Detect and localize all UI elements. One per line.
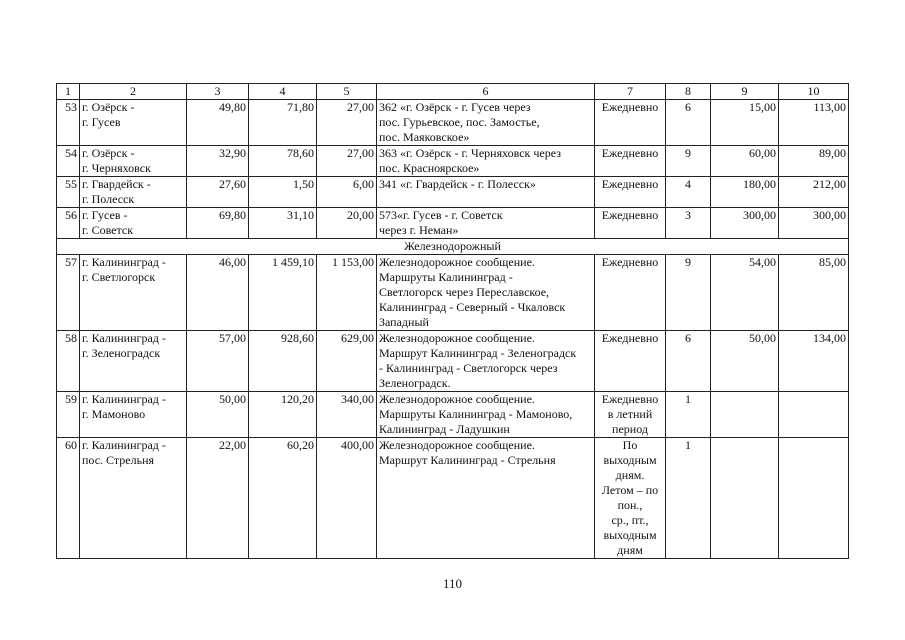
table-row <box>57 392 849 438</box>
value-col-8: 9 <box>666 146 711 177</box>
route-description: Железнодорожное сообщение. Маршруты Калининград - Мамоново, Калининград - Ладушкин <box>377 392 595 438</box>
route-name: г. Калининград - г. Мамоново <box>80 392 187 438</box>
value-col-4: 928,60 <box>249 331 317 392</box>
value-col-3: 69,80 <box>187 208 249 239</box>
table-row <box>57 100 849 146</box>
table-row <box>57 438 849 559</box>
value-col-10: 134,00 <box>779 331 849 392</box>
column-number: 3 <box>187 84 249 100</box>
value-col-5: 6,00 <box>317 177 377 208</box>
table-row <box>57 146 849 177</box>
frequency: Ежедневно <box>595 146 666 177</box>
frequency: По выходным дням. Летом – по пон., ср., пт., выходным дням <box>595 438 666 559</box>
table-body <box>57 84 849 559</box>
row-number: 60 <box>57 438 80 559</box>
row-number: 58 <box>57 331 80 392</box>
value-col-4: 78,60 <box>249 146 317 177</box>
route-name: г. Озёрск - г. Гусев <box>80 100 187 146</box>
route-description: 363 «г. Озёрск - г. Черняховск через пос. Красноярское» <box>377 146 595 177</box>
route-description: 573«г. Гусев - г. Советск через г. Неман» <box>377 208 595 239</box>
section-label: Железнодорожный <box>57 239 849 255</box>
column-number: 1 <box>57 84 80 100</box>
value-col-10 <box>779 438 849 559</box>
column-number: 5 <box>317 84 377 100</box>
route-description: 362 «г. Озёрск - г. Гусев через пос. Гурьевское, пос. Замостье, пос. Маяковское» <box>377 100 595 146</box>
frequency: Ежедневно <box>595 100 666 146</box>
route-name: г. Гусев - г. Советск <box>80 208 187 239</box>
value-col-5: 629,00 <box>317 331 377 392</box>
value-col-8: 6 <box>666 331 711 392</box>
value-col-5: 1 153,00 <box>317 255 377 331</box>
table-row <box>57 208 849 239</box>
column-number: 7 <box>595 84 666 100</box>
route-name: г. Озёрск - г. Черняховск <box>80 146 187 177</box>
transport-routes-table <box>56 83 849 559</box>
value-col-10: 300,00 <box>779 208 849 239</box>
route-description: Железнодорожное сообщение. Маршрут Калининград - Стрельня <box>377 438 595 559</box>
value-col-4: 1 459,10 <box>249 255 317 331</box>
value-col-4: 120,20 <box>249 392 317 438</box>
route-name: г. Калининград - пос. Стрельня <box>80 438 187 559</box>
value-col-10: 85,00 <box>779 255 849 331</box>
value-col-4: 60,20 <box>249 438 317 559</box>
row-number: 56 <box>57 208 80 239</box>
row-number: 57 <box>57 255 80 331</box>
value-col-10: 113,00 <box>779 100 849 146</box>
value-col-8: 3 <box>666 208 711 239</box>
row-number: 53 <box>57 100 80 146</box>
value-col-8: 1 <box>666 392 711 438</box>
row-number: 55 <box>57 177 80 208</box>
value-col-4: 71,80 <box>249 100 317 146</box>
route-name: г. Калининград - г. Светлогорск <box>80 255 187 331</box>
value-col-3: 27,60 <box>187 177 249 208</box>
table-row <box>57 177 849 208</box>
value-col-9 <box>711 392 779 438</box>
column-number: 4 <box>249 84 317 100</box>
frequency: Ежедневно <box>595 255 666 331</box>
route-description: Железнодорожное сообщение. Маршруты Калининград - Светлогорск через Переславское, Калининград - Северный - Чкаловск Западный <box>377 255 595 331</box>
value-col-8: 9 <box>666 255 711 331</box>
frequency: Ежедневно <box>595 331 666 392</box>
value-col-5: 20,00 <box>317 208 377 239</box>
value-col-5: 400,00 <box>317 438 377 559</box>
value-col-9: 50,00 <box>711 331 779 392</box>
value-col-5: 340,00 <box>317 392 377 438</box>
value-col-9: 180,00 <box>711 177 779 208</box>
value-col-5: 27,00 <box>317 146 377 177</box>
value-col-9 <box>711 438 779 559</box>
column-number-row <box>57 84 849 100</box>
column-number: 9 <box>711 84 779 100</box>
value-col-4: 31,10 <box>249 208 317 239</box>
value-col-8: 6 <box>666 100 711 146</box>
table-row <box>57 331 849 392</box>
row-number: 59 <box>57 392 80 438</box>
value-col-10 <box>779 392 849 438</box>
table-row <box>57 255 849 331</box>
value-col-3: 49,80 <box>187 100 249 146</box>
frequency: Ежедневно <box>595 208 666 239</box>
page-number: 110 <box>442 576 463 591</box>
value-col-9: 60,00 <box>711 146 779 177</box>
value-col-9: 54,00 <box>711 255 779 331</box>
value-col-9: 15,00 <box>711 100 779 146</box>
value-col-3: 32,90 <box>187 146 249 177</box>
value-col-3: 50,00 <box>187 392 249 438</box>
column-number: 2 <box>80 84 187 100</box>
row-number: 54 <box>57 146 80 177</box>
column-number: 10 <box>779 84 849 100</box>
column-number: 6 <box>377 84 595 100</box>
value-col-8: 4 <box>666 177 711 208</box>
value-col-10: 212,00 <box>779 177 849 208</box>
value-col-9: 300,00 <box>711 208 779 239</box>
frequency: Ежедневно <box>595 177 666 208</box>
column-number: 8 <box>666 84 711 100</box>
value-col-4: 1,50 <box>249 177 317 208</box>
value-col-10: 89,00 <box>779 146 849 177</box>
value-col-3: 22,00 <box>187 438 249 559</box>
value-col-5: 27,00 <box>317 100 377 146</box>
section-row <box>57 239 849 255</box>
route-description: 341 «г. Гвардейск - г. Полесск» <box>377 177 595 208</box>
route-name: г. Гвардейск - г. Полесск <box>80 177 187 208</box>
route-description: Железнодорожное сообщение. Маршрут Калининград - Зеленоградск - Калининград - Светлогорск через Зеленоградск. <box>377 331 595 392</box>
route-name: г. Калининград - г. Зеленоградск <box>80 331 187 392</box>
frequency: Ежедневно в летний период <box>595 392 666 438</box>
value-col-3: 57,00 <box>187 331 249 392</box>
value-col-8: 1 <box>666 438 711 559</box>
value-col-3: 46,00 <box>187 255 249 331</box>
